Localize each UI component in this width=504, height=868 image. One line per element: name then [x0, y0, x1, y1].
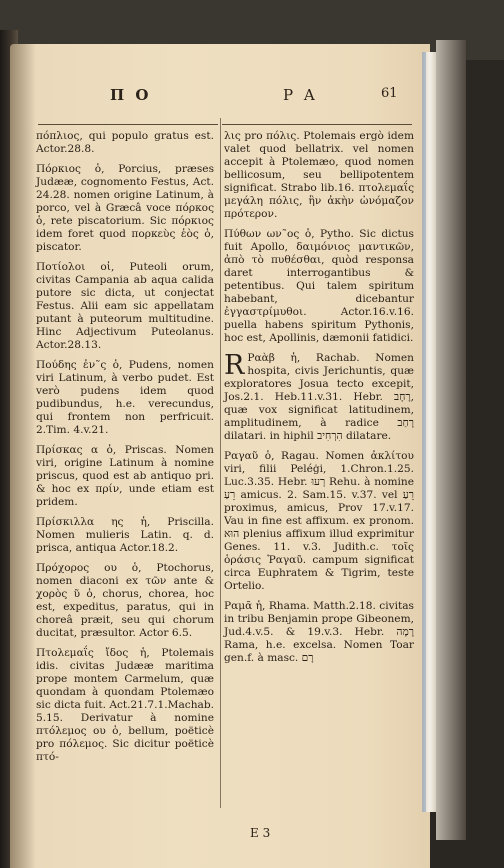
entry-puteoli: Ποτίολοι οἱ, Puteoli orum, civitas Campania ab aqua calida putore sic dicta, ut conjectat Festus. Alii eam sic appellatam putant à puteorum multitudine. Hinc Adjectivum Puteolanus. Actor.28.13.	[36, 261, 214, 351]
entry-rhama: Ραμᾶ ἡ, Rhama. Matth.2.18. civitas in tribu Benjamin prope Gibeonem, Jud.4.v.5. & 19.v.3. Hebr. רָמָה Rama, h.e. excelsa. Nomen Toar gen.f. à masc. רָם	[224, 600, 414, 664]
entry-pytho: Πύθων ων῀ος ὁ, Pytho. Sic dictus fuit Apollo, δαιμόνιος μαντικῶν, ἀπὸ τὸ πυθέσθαι, quòd responsa daret interrogantibus & petentibus. Qui talem spiritum habebant, dicebantur ἐγγαστρίμυθοι. Actor.16.v.16. puella habens spiritum Pythonis, hoc est, Apollinis, dæmonii fatidici.	[224, 228, 414, 344]
section-initial: R	[224, 350, 245, 381]
entry-ragau: Ραγαῦ ὁ, Ragau. Nomen ἀκλίτου viri, filii Peléġi, 1.Chron.1.25. Luc.3.35. Hebr. רְעוּ Rehu. à nomine רֵעַ amicus. 2. Sam.15. v.37. vel רֵעַ proximus, amicus, Prov 17.v.17. Vau in fine est affixum. ex pronom. הוּא plenius affixum illud exprimitur Genes. 11. v.3. Judith.c. τοῖς ὁράσις Ῥαγαῦ. campum significat circa Euphratem & Tigrim, teste Ortelio.	[224, 450, 414, 592]
entry-ptolemais: Πτολεμαΐς ἴδος ἡ, Ptolemais idis. civitas Judææ maritima prope montem Carmelum, quæ quondam à quondam Ptolemæo sic dicta fuit. Act.21.7.1.Machab. 5.15. Derivatur à nomine πτόλεμος ου ὁ, bellum, poëticè pro πόλεμος. Sic dicitur poëticè πτό-	[36, 647, 214, 763]
entry-paragraph: πόπλιος, qui populo gratus est. Actor.28.8.	[36, 130, 214, 155]
entry-continuation: λις pro πόλις. Ptolemais ergò idem valet quod bellatrix. vel nomen accepit à Ptolemæo, quod nomen bellicosum, seu bellipotentem significat. Strabo lib.16. πτολεμαΐς μεγάλη πόλις, ἣν ἀκὴν ὠνόμαζον πρότερον.	[224, 130, 414, 220]
header-rule-right	[222, 124, 412, 125]
book-cover-right	[436, 40, 466, 840]
entry-pudens: Πούδης ἐν῀ς ὁ, Pudens, nomen viri Latinum, à verbo pudet. Est verò pudens idem quod pudibundus, h.e. verecundus, qui frontem non perfricuit. 2.Tim. 4.v.21.	[36, 359, 214, 436]
column-divider	[220, 118, 221, 808]
entry-ptochorus: Πρόχορος ου ὁ, Ptochorus, nomen diaconi ex τῶν ante & χορὸς ῦ ὁ, chorus, chorea, hoc est, expeditus, paratus, qui in choreâ præit, seu qui chorum ducitat, præsultor. Actor 6.5.	[36, 562, 214, 639]
entry-priscas: Πρίσκας α ὁ, Priscas. Nomen viri, origine Latinum à nomine priscus, quod est ab antiquo pri. & hoc ex πρίν, unde etiam est pridem.	[36, 444, 214, 508]
running-head-left: Π Ο	[110, 86, 152, 104]
signature-mark: E 3	[250, 826, 271, 840]
page-number: 61	[381, 86, 398, 101]
entry-priscilla: Πρίσκιλλα ης ἡ, Priscilla. Nomen mulieris Latin. q. d. prisca, antiqua Actor.18.2.	[36, 516, 214, 554]
left-column	[36, 130, 214, 771]
entry-rachab	[224, 352, 414, 443]
page-edge-tint	[422, 52, 426, 812]
running-head-right: P A	[283, 86, 318, 104]
right-column	[224, 130, 414, 672]
page-shadow	[10, 44, 36, 868]
entry-rachab-text: Ραὰβ ἡ, Rachab. Nomen hospita, civis Jerichuntis, quæ exploratores Josua tecto excepit, Jos.2.1. Heb.11.v.31. Hebr. רָחָב, quæ vox significat latitudinem, amplitudinem, à radice רָחַב dilatari. in hiphil הִרְחִיב dilatare.	[224, 352, 414, 442]
header-rule-left	[38, 124, 218, 125]
entry-porcius: Πόρκιος ὁ, Porcius, præses Judææ, cognomento Festus, Act. 24.28. nomen origine Latinum, à porco, vel à Græcâ voce πόρκος ὁ, rete piscatorium. Sic πόρκιος idem foret quod πορκεὺς ἑὸς ὁ, piscator.	[36, 163, 214, 253]
